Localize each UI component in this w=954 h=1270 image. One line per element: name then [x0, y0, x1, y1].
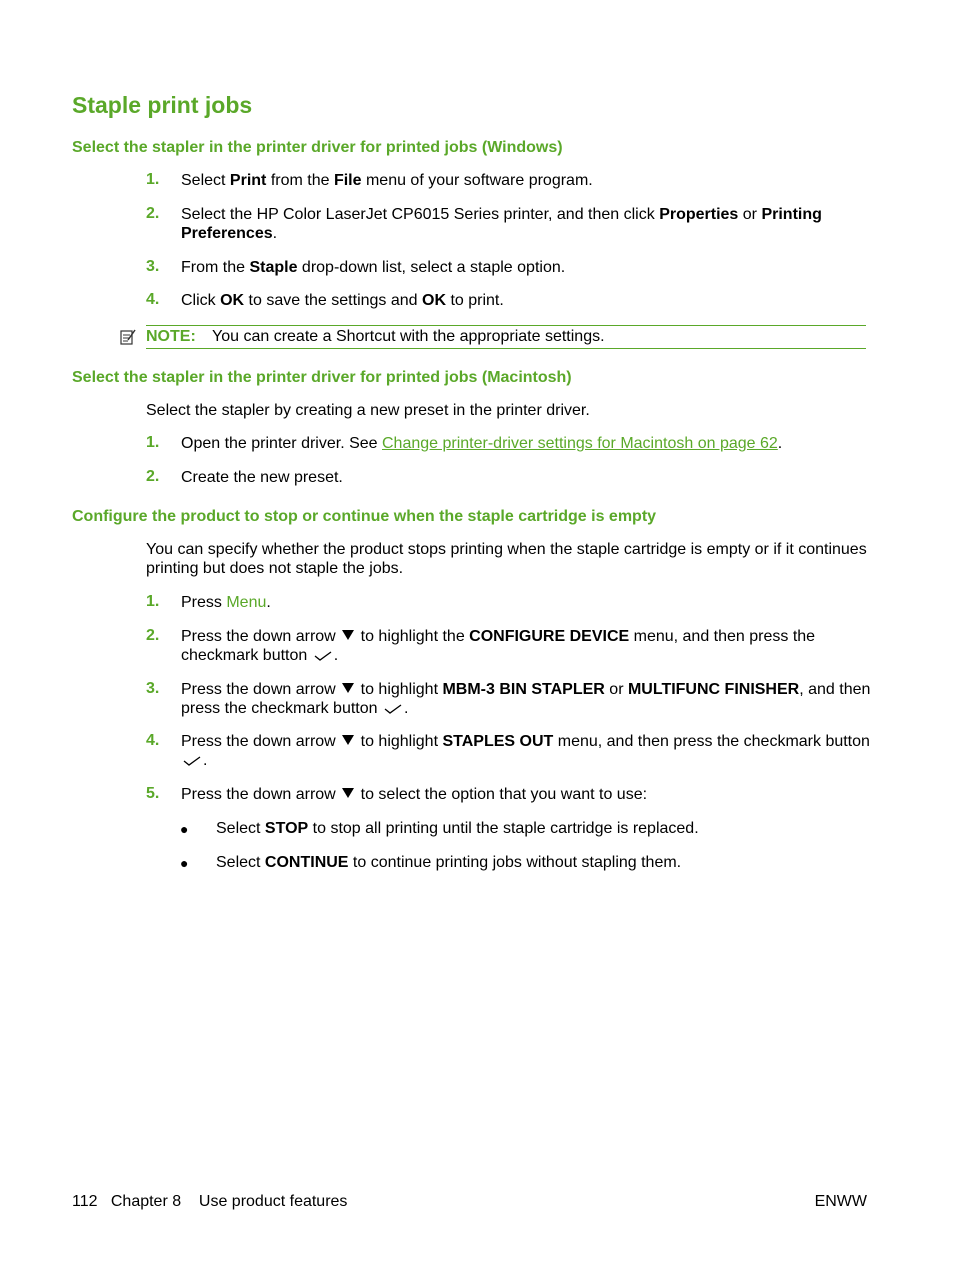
- step-text: [181, 627, 871, 665]
- step-text: [181, 593, 871, 612]
- bold-term: MBM-3 BIN STAPLER: [442, 681, 605, 698]
- text-run: Select the HP Color LaserJet CP6015 Series printer, and then click: [181, 206, 660, 223]
- step-number: 1.: [146, 593, 160, 610]
- text-run: menu, and then press the checkmark button: [181, 628, 816, 664]
- text-run: .: [203, 752, 208, 769]
- step-text: [181, 434, 871, 453]
- bold-term: CONFIGURE DEVICE: [469, 628, 630, 645]
- bold-term: Staple: [249, 259, 298, 276]
- step-text: [181, 171, 871, 190]
- text-run: to continue printing jobs without stapling them.: [348, 854, 682, 871]
- page-footer-left: [72, 1193, 347, 1211]
- text-run: Select: [216, 820, 265, 837]
- down-arrow-icon: [342, 735, 354, 745]
- text-run: .: [272, 225, 278, 242]
- note-box: [146, 325, 866, 349]
- step-number: 2.: [146, 627, 160, 644]
- chapter-label: Chapter 8: [110, 1193, 182, 1210]
- bold-term: CONTINUE: [264, 854, 349, 871]
- section-heading-windows: Select the stapler in the printer driver for printed jobs (Windows): [72, 139, 563, 156]
- text-run: to highlight: [356, 681, 443, 698]
- text-run: Select: [181, 172, 230, 189]
- section-heading-configure: Configure the product to stop or continue when the staple cartridge is empty: [72, 508, 657, 525]
- step-number: 3.: [146, 680, 160, 697]
- note-pad-icon: [119, 328, 137, 346]
- bullet-text: [216, 853, 866, 872]
- step-number: 2.: [146, 205, 160, 222]
- text-run: to select the option that you want to use:: [356, 786, 648, 803]
- section-heading-macintosh: Select the stapler in the printer driver for printed jobs (Macintosh): [72, 369, 572, 386]
- text-run: Open the printer driver. See: [181, 435, 382, 452]
- text-run: Press the down arrow: [181, 628, 341, 645]
- step-text: Create the new preset.: [181, 469, 343, 486]
- text-run: Click: [181, 292, 221, 309]
- page-title: Staple print jobs: [72, 92, 253, 118]
- text-run: drop-down list, select a staple option.: [297, 259, 566, 276]
- text-run: to save the settings and: [244, 292, 422, 309]
- step-text: [181, 680, 871, 718]
- intro-paragraph: You can specify whether the product stops printing when the staple cartridge is empty or if it continues printing but does not staple the jobs.: [146, 541, 867, 577]
- text-run: .: [333, 647, 339, 664]
- cross-reference-link[interactable]: Change printer-driver settings for Macintosh on page 62: [382, 435, 778, 452]
- down-arrow-icon: [342, 630, 354, 640]
- text-run: to stop all printing until the staple cartridge is replaced.: [308, 820, 699, 837]
- text-run: to print.: [446, 292, 504, 309]
- text-run: or: [604, 681, 628, 698]
- menu-button-label: Menu: [226, 594, 267, 611]
- text-run: or: [738, 206, 762, 223]
- bold-term: File: [333, 172, 362, 189]
- checkmark-icon: [314, 651, 332, 661]
- step-number: 1.: [146, 434, 160, 451]
- note-label: NOTE:: [146, 328, 196, 345]
- bullet-icon: ●: [180, 821, 189, 837]
- step-text: [181, 732, 871, 770]
- intro-paragraph: Select the stapler by creating a new preset in the printer driver.: [146, 402, 590, 419]
- bold-term: OK: [220, 292, 245, 309]
- text-run: to highlight: [356, 733, 443, 750]
- checkmark-icon: [183, 756, 201, 766]
- bold-term: STOP: [264, 820, 309, 837]
- step-number: 3.: [146, 258, 160, 275]
- bullet-icon: ●: [180, 855, 189, 871]
- bold-term: Print: [229, 172, 267, 189]
- step-number: 2.: [146, 468, 160, 485]
- text-run: From the: [181, 259, 250, 276]
- step-text: [181, 785, 871, 804]
- text-run: Press the down arrow: [181, 733, 341, 750]
- text-run: .: [403, 700, 409, 717]
- text-run: Select: [216, 854, 265, 871]
- step-number: 1.: [146, 171, 160, 188]
- bold-term: Printing Preferences: [181, 206, 822, 242]
- bullet-text: [216, 819, 866, 838]
- text-run: menu, and then press the checkmark button: [553, 733, 870, 750]
- down-arrow-icon: [342, 788, 354, 798]
- text-run: Press the down arrow: [181, 786, 341, 803]
- text-run: .: [777, 435, 783, 452]
- bold-term: STAPLES OUT: [442, 733, 554, 750]
- chapter-title: Use product features: [198, 1193, 348, 1210]
- page-number: 112: [72, 1193, 98, 1210]
- step-number: 5.: [146, 785, 160, 802]
- down-arrow-icon: [342, 683, 354, 693]
- bold-term: MULTIFUNC FINISHER: [627, 681, 800, 698]
- step-text: [181, 205, 871, 243]
- step-text: [181, 291, 871, 310]
- page-footer-right: ENWW: [814, 1193, 867, 1210]
- text-run: Press the down arrow: [181, 681, 341, 698]
- text-run: menu of your software program.: [361, 172, 593, 189]
- step-number: 4.: [146, 732, 160, 749]
- bold-term: Properties: [659, 206, 739, 223]
- text-run: to highlight the: [356, 628, 470, 645]
- note-text: You can create a Shortcut with the appropriate settings.: [212, 328, 605, 345]
- step-number: 4.: [146, 291, 160, 308]
- text-run: .: [266, 594, 271, 611]
- text-run: , and then press the checkmark button: [181, 681, 871, 717]
- step-text: [181, 258, 871, 277]
- checkmark-icon: [384, 704, 402, 714]
- bold-term: OK: [422, 292, 446, 309]
- text-run: Press: [181, 594, 227, 611]
- text-run: from the: [266, 172, 334, 189]
